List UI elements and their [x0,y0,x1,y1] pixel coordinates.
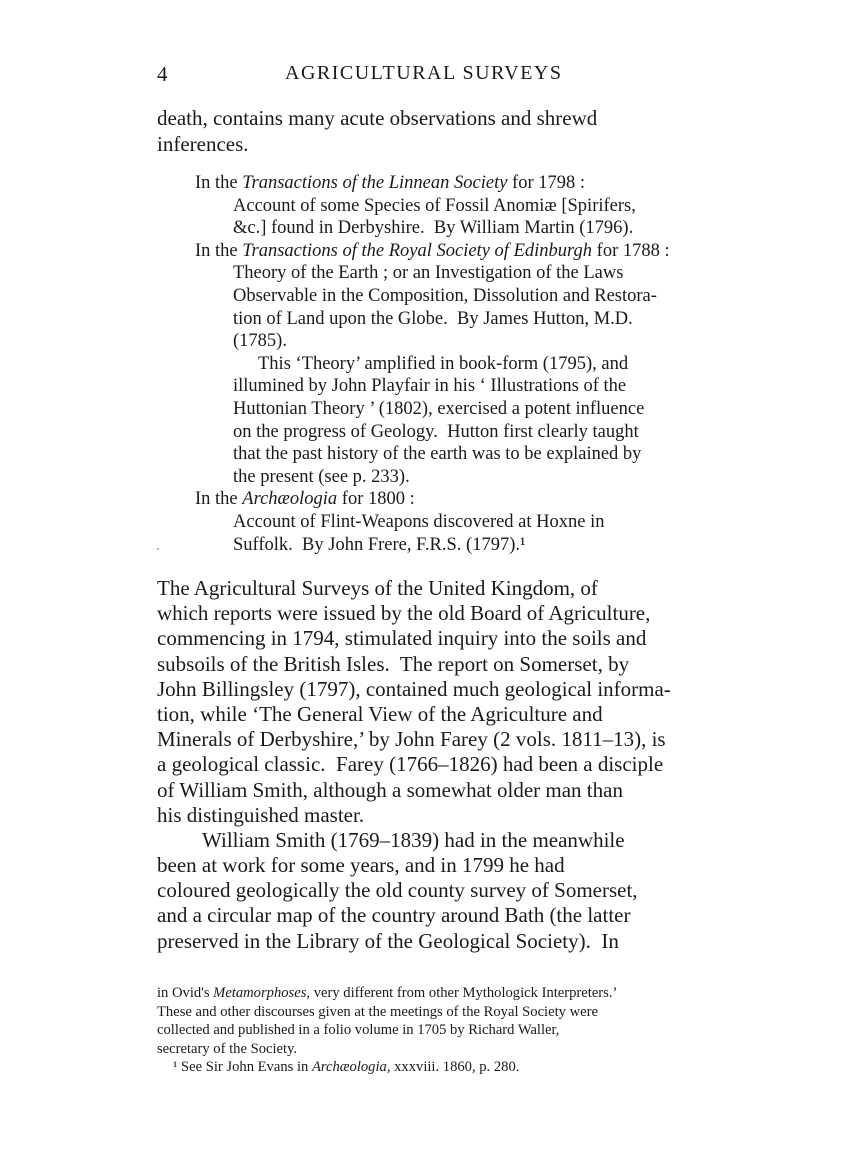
reference-note-line: Huttonian Theory ’ (1802), exercised a potent influence [233,398,645,419]
print-speck [157,548,159,550]
reference-note-line: illumined by John Playfair in his ‘ Illustrations of the [233,376,627,397]
text-line: of William Smith, although a somewhat older man than [157,777,623,802]
footnotes [157,984,695,1077]
page-number: 4 [157,62,168,86]
journal-title: Transactions of the Linnean Society [242,173,508,193]
reference-line: Observable in the Composition, Dissolution and Restora- [233,285,657,306]
reference-heading: In the Transactions of the Linnean Society for 1798 : [195,173,586,193]
text-line: inferences. [157,132,249,156]
text-line: subsoils of the British Isles. The report on Somerset, by [157,651,630,676]
intro-text [157,105,695,157]
text-line: John Billingsley (1797), contained much geological informa- [157,676,671,701]
text-line: William Smith (1769–1839) had in the meanwhile [202,827,625,852]
running-head: AGRICULTURAL SURVEYS [285,62,563,84]
footnote-line: These and other discourses given at the meetings of the Royal Society were [157,1003,598,1020]
text-line: preserved in the Library of the Geological Society). In [157,928,619,953]
reference-line: Suffolk. By John Frere, F.R.S. (1797).¹ [233,534,526,555]
reference-heading: In the Transactions of the Royal Society of Edinburgh for 1788 : [195,240,670,261]
page-header [157,62,697,90]
footnote-line: collected and published in a folio volume in 1705 by Richard Waller, [157,1022,560,1038]
reference-note-line: on the progress of Geology. Hutton first clearly taught [233,421,639,442]
reference-note-line: This ‘Theory’ amplified in book-form (1795), and [258,353,629,374]
reference-line: (1785). [233,331,287,352]
text-line: which reports were issued by the old Board of Agriculture, [157,601,651,626]
main-body [157,576,695,954]
reference-heading: In the Archæologia for 1800 : [195,489,415,510]
text-line: tion, while ‘The General View of the Agriculture and [157,701,603,726]
reference-note-line: that the past history of the earth was to be explained by [233,444,642,465]
footnote-line: in Ovid's Metamorphoses, very different from other Mythologick Interpreters.’ [157,985,618,1001]
text-line: commencing in 1794, stimulated inquiry into the soils and [157,626,647,651]
text-line: and a circular map of the country around Bath (the latter [157,903,631,928]
footnote-title: Metamorphoses [213,985,307,1001]
reference-list [157,172,695,556]
reference-line: Account of Flint-Weapons discovered at Hoxne in [233,511,605,532]
reference-line: Account of some Species of Fossil Anomiæ [Spirifers, [233,195,636,216]
text-line: a geological classic. Farey (1766–1826) had been a disciple [157,752,664,777]
footnote-1: ¹ See Sir John Evans in Archæologia, xxxviii. 1860, p. 280. [173,1059,520,1075]
text-line: The Agricultural Surveys of the United Kingdom, of [157,576,598,600]
text-line: death, contains many acute observations and shrewd [157,106,598,130]
text-line: been at work for some years, and in 1799 he had [157,853,565,878]
journal-title: Transactions of the Royal Society of Edinburgh [242,240,593,261]
reference-line: &c.] found in Derbyshire. By William Martin (1796). [233,218,634,239]
journal-title: Archæologia [242,489,338,510]
footnote-line: secretary of the Society. [157,1040,298,1057]
text-line: coloured geologically the old county survey of Somerset, [157,878,638,903]
text-line: his distinguished master. [157,802,365,827]
footnote-title: Archæologia [311,1059,387,1075]
reference-note-line: the present (see p. 233). [233,466,410,487]
text-line: Minerals of Derbyshire,’ by John Farey (2 vols. 1811–13), is [157,727,666,752]
reference-line: Theory of the Earth ; or an Investigation of the Laws [233,263,624,284]
reference-line: tion of Land upon the Globe. By James Hutton, M.D. [233,308,633,329]
